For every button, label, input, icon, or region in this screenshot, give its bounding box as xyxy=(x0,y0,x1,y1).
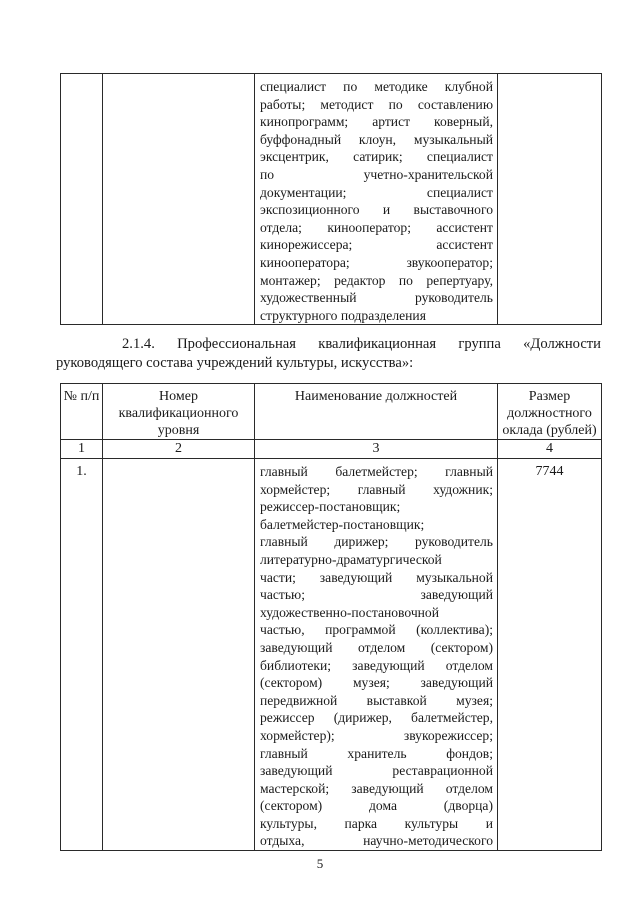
row-positions xyxy=(255,459,498,851)
section-heading-paragraph xyxy=(56,335,601,372)
text-line: (сектором) музея; заведующий xyxy=(260,675,493,691)
header-row xyxy=(61,384,602,440)
paragraph-line: руководящего состава учреждений культуры, искусства»: xyxy=(56,354,414,371)
header-level: Номер квалификационного уровня xyxy=(103,384,255,440)
column-number-row xyxy=(61,440,602,459)
text-line: специалист по методике клубной xyxy=(260,79,493,94)
page-number: 5 xyxy=(316,856,324,871)
text-line: буффонадный клоун, музыкальный xyxy=(260,131,493,147)
text-line: экспозиционного и выставочного xyxy=(260,202,493,218)
cell-num xyxy=(61,74,103,325)
continuation-table xyxy=(60,73,602,325)
cell-salary xyxy=(498,74,602,325)
text-line: кинорежиссера; ассистент xyxy=(260,237,493,253)
col-number: 1 xyxy=(61,440,103,459)
header-salary: Размер должностного оклада (рублей) xyxy=(498,384,602,440)
text-line: заведующий реставрационной xyxy=(260,763,493,779)
text-line: (сектором) дома (дворца) xyxy=(260,798,493,814)
text-line: хормейстер); звукорежиссер; xyxy=(260,727,493,743)
positions-text xyxy=(260,463,493,850)
text-line: работы; методист по составлению xyxy=(260,96,493,112)
text-line: мастерской; заведующий отделом xyxy=(260,780,493,796)
text-line: отдела; кинооператор; ассистент xyxy=(260,219,493,235)
text-line: главный хранитель фондов; xyxy=(260,745,493,761)
text-line: части; заведующий музыкальной xyxy=(260,569,493,585)
cell-positions xyxy=(255,74,498,325)
positions-text xyxy=(260,78,493,324)
text-line: кинопрограмм; артист коверный, xyxy=(260,114,493,130)
table-row xyxy=(61,459,602,851)
text-line: по учетно-хранительской xyxy=(260,166,493,182)
text-line: художественно-постановочной xyxy=(260,604,440,620)
text-line: документации; специалист xyxy=(260,184,493,200)
col-number: 3 xyxy=(255,440,498,459)
text-line: отдыха, научно-методического xyxy=(260,833,493,849)
text-line: монтажер; редактор по репертуару, xyxy=(260,272,493,288)
text-line: эксцентрик, сатирик; специалист xyxy=(260,149,493,165)
text-line: передвижной выставкой музея; xyxy=(260,692,493,708)
text-line: структурного подразделения xyxy=(260,307,426,323)
header-num: № п/п xyxy=(61,384,103,440)
header-positions: Наименование должностей xyxy=(255,384,498,440)
text-line: художественный руководитель xyxy=(260,290,493,306)
text-line: заведующий отделом (сектором) xyxy=(260,639,493,655)
qualification-table xyxy=(60,383,602,851)
text-line: главный балетмейстер; главный xyxy=(260,464,493,479)
row-level xyxy=(103,459,255,851)
text-line: частью; заведующий xyxy=(260,587,493,603)
cell-level xyxy=(103,74,255,325)
text-line: частью, программой (коллектива); xyxy=(260,622,493,638)
text-line: библиотеки; заведующий отделом xyxy=(260,657,493,673)
text-line: режиссер-постановщик; xyxy=(260,499,401,515)
text-line: кинооператора; звукооператор; xyxy=(260,254,493,270)
text-line: балетмейстер-постановщик; xyxy=(260,516,425,532)
table-row xyxy=(61,74,602,325)
text-line: главный дирижер; руководитель xyxy=(260,534,493,550)
col-number: 2 xyxy=(103,440,255,459)
row-number: 1. xyxy=(61,459,103,851)
row-salary: 7744 xyxy=(498,459,602,851)
text-line: режиссер (дирижер, балетмейстер, xyxy=(260,710,493,726)
col-number: 4 xyxy=(498,440,602,459)
paragraph-line: 2.1.4. Профессиональная квалификационная группа «Должности xyxy=(122,336,601,352)
text-line: культуры, парка культуры и xyxy=(260,815,493,831)
text-line: литературно-драматургической xyxy=(260,551,442,567)
text-line: хормейстер; главный художник; xyxy=(260,481,493,497)
